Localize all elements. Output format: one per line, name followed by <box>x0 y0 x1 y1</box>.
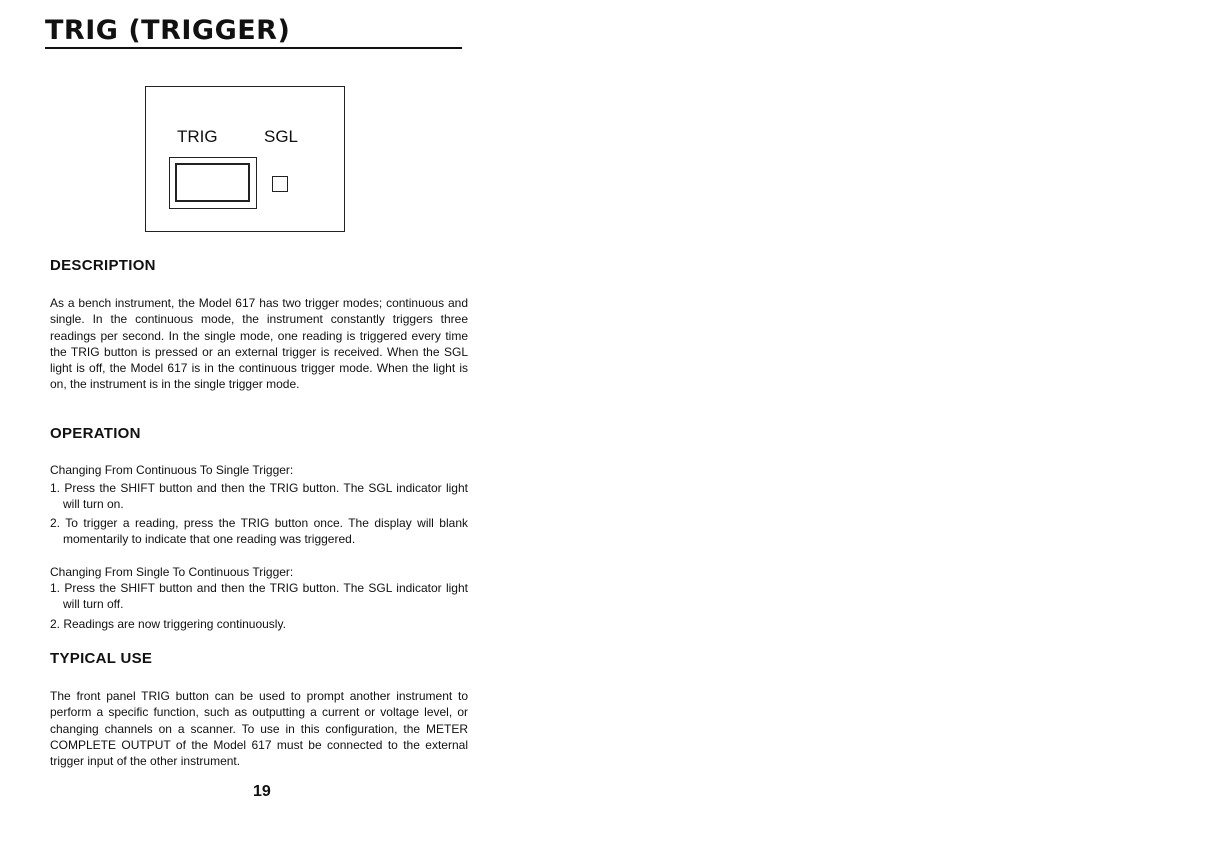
single-to-continuous-subheading: Changing From Single To Continuous Trigger: <box>50 565 294 579</box>
sgl-indicator-light <box>272 176 288 192</box>
page-number: 19 <box>253 783 271 800</box>
trig-button-illustration <box>169 157 257 209</box>
operation-step: 1. Press the SHIFT button and then the TRIG button. The SGL indicator light will turn on. <box>50 481 468 511</box>
operation-step: 1. Press the SHIFT button and then the TRIG button. The SGL indicator light will turn off. <box>50 581 468 611</box>
operation-step: 2. Readings are now triggering continuously. <box>50 617 286 631</box>
continuous-to-single-subheading: Changing From Continuous To Single Trigger: <box>50 463 294 477</box>
sgl-panel-label: SGL <box>264 127 299 146</box>
typical-use-paragraph: The front panel TRIG button can be used to prompt another instrument to perform a specific function, such as outputting a current or voltage level, or changing channels on a scanner. To use in this configuration, the METER COMPLETE OUTPUT of the Model 617 must be connected to the external trigger input of the other instrument. <box>50 689 468 769</box>
description-paragraph: As a bench instrument, the Model 617 has two trigger modes; continuous and single. In the continuous mode, the instrument constantly triggers three readings per second. In the single mode, one reading is triggered every time the TRIG button is pressed or an external trigger is received. When the SGL light is off, the Model 617 is in the continuous trigger mode. When the light is on, the instrument is in the single trigger mode. <box>50 296 468 392</box>
trig-panel-label: TRIG <box>177 127 218 146</box>
typical-use-heading: TYPICAL USE <box>50 650 153 667</box>
description-heading: DESCRIPTION <box>50 257 156 274</box>
front-panel-diagram <box>145 86 345 232</box>
operation-step: 2. To trigger a reading, press the TRIG button once. The display will blank momentarily to indicate that one reading was triggered. <box>50 516 468 546</box>
operation-heading: OPERATION <box>50 425 141 442</box>
trig-button-face <box>175 163 250 202</box>
page-title: TRIG (TRIGGER) <box>45 14 462 49</box>
